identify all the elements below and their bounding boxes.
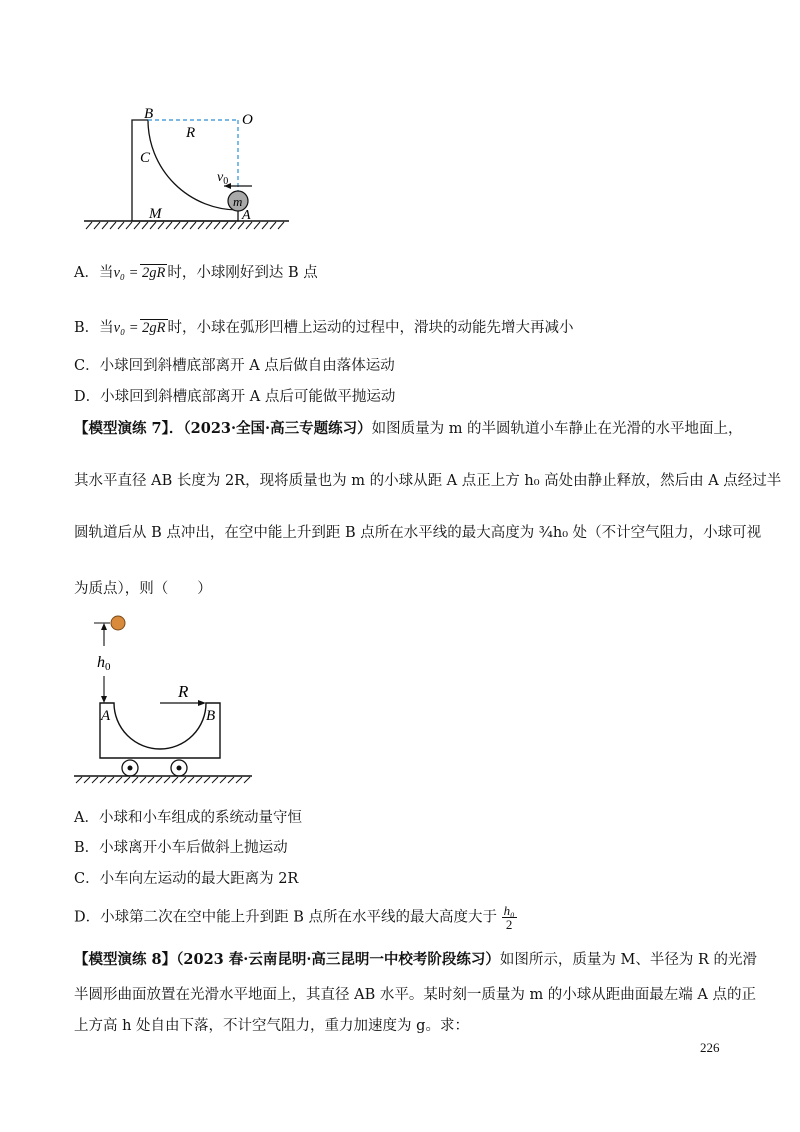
- label-v0: $v_0$: [217, 170, 229, 187]
- label-R: R: [178, 682, 189, 701]
- q6-option-b[interactable]: B．当v₀ = 2gR 时，小球在弧形凹槽上运动的过程中，滑块的动能先增大再减小: [74, 320, 574, 336]
- sqrt-2gR: 2gR: [142, 320, 166, 336]
- figure-1-slope-block: [74, 102, 304, 242]
- cart-body: [100, 703, 220, 758]
- q8-line-3: 上方高 h 处自由下落，不计空气阻力，重力加速度为 g。求：: [74, 1018, 469, 1034]
- label-B: B: [144, 106, 154, 122]
- q6-option-d[interactable]: D．小球回到斜槽底部离开 A 点后可能做平抛运动: [74, 389, 396, 405]
- label-m: m: [233, 194, 243, 209]
- falling-ball: [111, 616, 125, 630]
- q7-line-1: 【模型演练 7】．（2023·全国·高三专题练习）如图质量为 m 的半圆轨道小车静止在光滑的水平地面上，: [74, 420, 743, 437]
- label-B: B: [206, 708, 216, 724]
- q7-option-c[interactable]: C．小车向左运动的最大距离为 2R: [74, 871, 299, 887]
- q8-tag: 【模型演练 8】: [74, 951, 177, 968]
- q6-option-c[interactable]: C．小球回到斜槽底部离开 A 点后做自由落体运动: [74, 358, 395, 374]
- label-O: O: [242, 112, 253, 128]
- label-M: M: [149, 206, 162, 222]
- label-A: A: [101, 708, 111, 724]
- page-number: 226: [700, 1040, 720, 1055]
- q7-tag: 【模型演练 7】: [74, 420, 169, 437]
- ground-hatch: [76, 777, 250, 783]
- label-A: A: [242, 208, 251, 223]
- q7-line-4: 为质点），则（ ）: [74, 581, 212, 597]
- q7-option-d[interactable]: D．小球第二次在空中能上升到距 B 点所在水平线的最大高度大于 $\frac{\text{h₀}}{2}$: [74, 903, 515, 932]
- q8-source: （2023 春·云南昆明·高三昆明一中校考阶段练习）: [176, 951, 500, 968]
- q7-source: ．（2023·全国·高三专题练习）: [168, 420, 372, 437]
- q6-option-a[interactable]: A．当v₀ = 2gR 时，小球刚好到达 B 点: [74, 265, 318, 281]
- label-R: R: [186, 125, 196, 141]
- q7-line-3: 圆轨道后从 B 点冲出，在空中能上升到距 B 点所在水平线的最大高度为 ¾h₀ 处（不计空气阻力，小球可视: [74, 525, 762, 541]
- ground-hatch: [86, 222, 284, 229]
- figure-2-cart: [70, 608, 260, 788]
- q7-option-a[interactable]: A．小球和小车组成的系统动量守恒: [74, 810, 302, 826]
- q7-option-b[interactable]: B．小球离开小车后做斜上抛运动: [74, 840, 288, 856]
- label-C: C: [140, 150, 151, 166]
- q8-line-1: 【模型演练 8】（2023 春·云南昆明·高三昆明一中校考阶段练习）如图所示，质量为 M、半径为 R 的光滑: [74, 951, 757, 968]
- q8-line-2: 半圆形曲面放置在光滑水平地面上，其直径 AB 水平。某时刻一质量为 m 的小球从距曲面最左端 A 点的正: [74, 987, 756, 1003]
- fraction-h0-over-2: $\frac{\text{h₀}}{2}$: [503, 903, 515, 932]
- label-h0: h0: [97, 654, 111, 673]
- sqrt-2gR: 2gR: [142, 265, 166, 281]
- q7-line-2: 其水平直径 AB 长度为 2R，现将质量也为 m 的小球从距 A 点正上方 h₀ 高处由静止释放，然后由 A 点经过半: [74, 473, 782, 489]
